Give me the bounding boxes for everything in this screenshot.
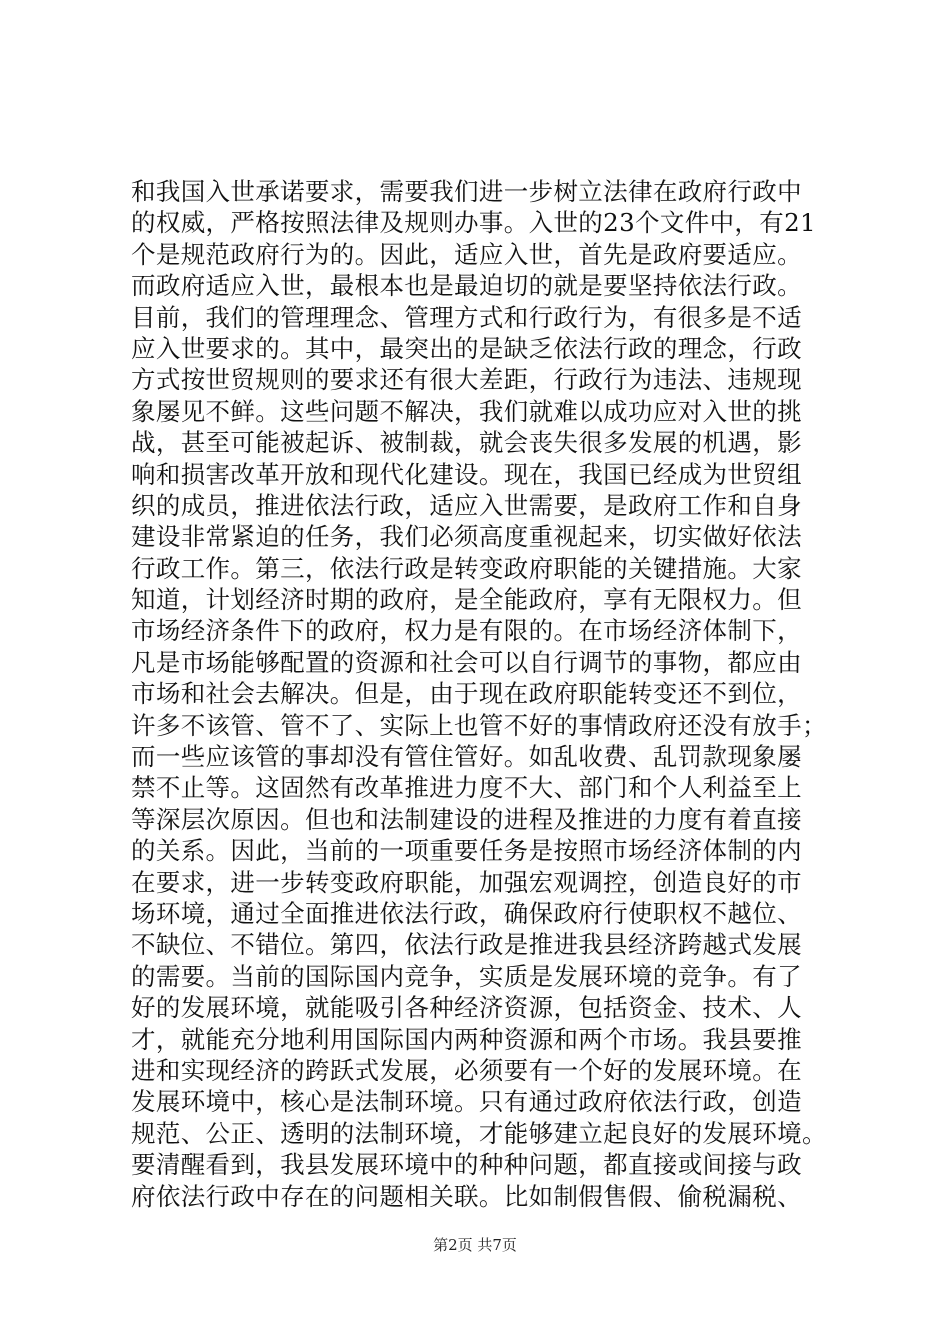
text-line: 个是规范政府行为的。因此，适应入世，首先是政府要适应。 bbox=[131, 239, 802, 269]
page-number: 第2页 共7页 bbox=[433, 1236, 517, 1254]
text-line: 目前，我们的管理理念、管理方式和行政行为，有很多是不适 bbox=[131, 302, 802, 332]
text-line: 凡是市场能够配置的资源和社会可以自行调节的事物，都应由 bbox=[131, 647, 802, 677]
text-line: 要清醒看到，我县发展环境中的种种问题，都直接或间接与政 bbox=[131, 1150, 802, 1180]
text-line: 应入世要求的。其中，最突出的是缺乏依法行政的理念，行政 bbox=[131, 333, 802, 363]
text-line: 府依法行政中存在的问题相关联。比如制假售假、偷税漏税、 bbox=[131, 1181, 802, 1211]
text-line: 的关系。因此，当前的一项重要任务是按照市场经济体制的内 bbox=[131, 836, 802, 866]
text-line: 场环境，通过全面推进依法行政，确保政府行使职权不越位、 bbox=[131, 898, 802, 928]
text-line: 行政工作。第三，依法行政是转变政府职能的关键措施。大家 bbox=[131, 553, 802, 583]
text-line: 发展环境中，核心是法制环境。只有通过政府依法行政，创造 bbox=[131, 1087, 802, 1117]
text-line: 规范、公正、透明的法制环境，才能够建立起良好的发展环境。 bbox=[131, 1118, 827, 1148]
text-line: 市场经济条件下的政府，权力是有限的。在市场经济体制下， bbox=[131, 616, 802, 646]
text-line: 好的发展环境，就能吸引各种经济资源，包括资金、技术、人 bbox=[131, 993, 802, 1023]
text-line: 响和损害改革开放和现代化建设。现在，我国已经成为世贸组 bbox=[131, 459, 802, 489]
text-line: 和我国入世承诺要求，需要我们进一步树立法律在政府行政中 bbox=[131, 177, 802, 206]
text-line: 的权威，严格按照法律及规则办事。入世的23个文件中，有21 bbox=[131, 208, 816, 238]
text-line: 而一些应该管的事却没有管住管好。如乱收费、乱罚款现象屡 bbox=[131, 742, 802, 772]
text-line: 市场和社会去解决。但是，由于现在政府职能转变还不到位， bbox=[131, 679, 802, 709]
text-line: 建设非常紧迫的任务，我们必须高度重视起来，切实做好依法 bbox=[131, 522, 802, 552]
text-line: 而政府适应入世，最根本也是最迫切的就是要坚持依法行政。 bbox=[131, 271, 802, 301]
text-line: 不缺位、不错位。第四，依法行政是推进我县经济跨越式发展 bbox=[131, 930, 802, 960]
text-line: 象屡见不鲜。这些问题不解决，我们就难以成功应对入世的挑 bbox=[131, 396, 802, 426]
text-line: 知道，计划经济时期的政府，是全能政府，享有无限权力。但 bbox=[131, 585, 802, 615]
text-line: 的需要。当前的国际国内竞争，实质是发展环境的竞争。有了 bbox=[131, 961, 802, 991]
text-line: 在要求，进一步转变政府职能，加强宏观调控，创造良好的市 bbox=[131, 867, 802, 897]
text-line: 战，甚至可能被起诉、被制裁，就会丧失很多发展的机遇，影 bbox=[131, 428, 802, 458]
text-line: 许多不该管、管不了、实际上也管不好的事情政府还没有放手； bbox=[131, 710, 827, 740]
text-line: 才，就能充分地利用国际国内两种资源和两个市场。我县要推 bbox=[131, 1024, 802, 1054]
document-body bbox=[131, 176, 831, 1212]
text-line: 织的成员，推进依法行政，适应入世需要，是政府工作和自身 bbox=[131, 490, 802, 520]
text-line: 方式按世贸规则的要求还有很大差距，行政行为违法、违规现 bbox=[131, 365, 802, 395]
text-line: 禁不止等。这固然有改革推进力度不大、部门和个人利益至上 bbox=[131, 773, 802, 803]
text-line: 进和实现经济的跨跃式发展，必须要有一个好的发展环境。在 bbox=[131, 1055, 802, 1085]
page-footer bbox=[0, 1235, 950, 1255]
text-line: 等深层次原因。但也和法制建设的进程及推进的力度有着直接 bbox=[131, 804, 802, 834]
